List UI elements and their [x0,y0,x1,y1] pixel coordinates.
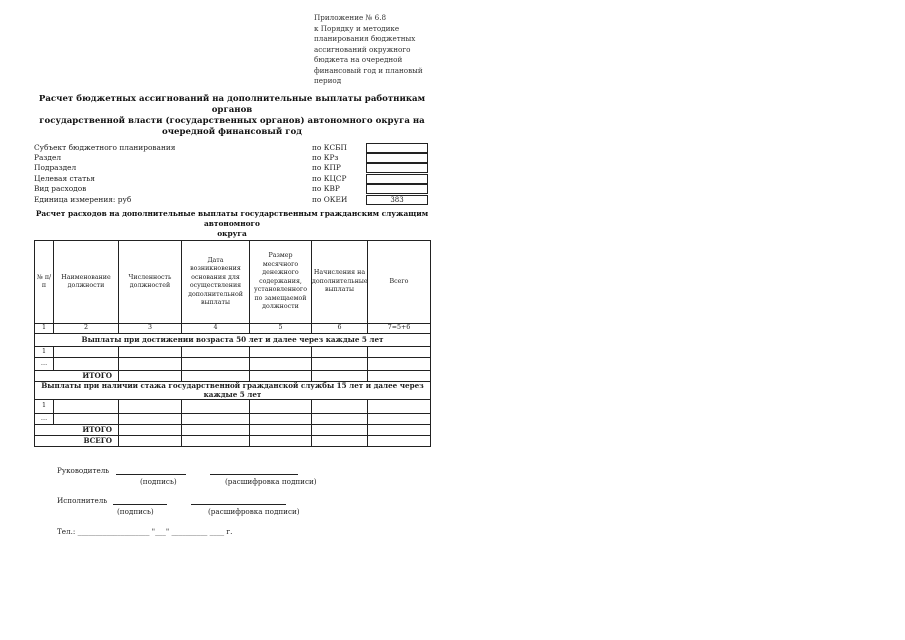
table-cell[interactable] [54,358,119,371]
column-number-row [35,324,431,334]
header-cell-date: Дата возникновения основания для осуществления дополнительной выплаты [182,241,250,324]
head-decode-caption: (расшифровка подписи) [225,477,317,486]
code-field-okei[interactable]: 383 [366,195,428,205]
column-number: 1 [35,324,54,334]
row-number: … [35,414,54,425]
table-cell[interactable] [312,436,368,447]
table-cell[interactable] [250,358,312,371]
header-cell-count: Численность должностей [119,241,182,324]
meta-code-okei: по ОКЕИ [312,195,348,204]
table-cell[interactable] [312,347,368,358]
meta-code-ksbp: по КСБП [312,143,347,152]
column-number: 3 [119,324,182,334]
meta-label-section: Раздел [34,153,62,162]
meta-code-kcsr: по КЦСР [312,174,347,183]
column-number: 4 [182,324,250,334]
meta-code-kpr: по КПР [312,163,341,172]
table-cell[interactable] [312,425,368,436]
appendix-line: финансовый год и плановый [314,65,423,75]
appendix-line: ассигнований окружного [314,44,411,54]
table-cell[interactable] [368,371,431,382]
executor-label: Исполнитель [57,496,108,505]
row-number: 1 [35,400,54,414]
subtitle-line: Расчет расходов на дополнительные выплаты государственным гражданским служащим автономного [35,209,429,228]
meta-label-subsection: Подраздел [34,163,77,172]
phone-date-line: Тел.: ____________________ "___" __________ ____ г. [57,527,233,536]
subtotal-label: ИТОГО [35,425,119,436]
executor-decode-line[interactable] [191,504,286,505]
header-cell-accruals: Начисления на дополнительные выплаты [312,241,368,324]
header-cell-salary: Размер месячного денежного содержания, установленного по замещаемой должности [250,241,312,324]
section-title-age: Выплаты при достижении возраста 50 лет и далее через каждые 5 лет [35,334,431,347]
table-cell[interactable] [368,425,431,436]
table-cell[interactable] [54,400,119,414]
appendix-line: период [314,76,342,85]
executor-decode-caption: (расшифровка подписи) [208,507,300,516]
row-number: … [35,358,54,371]
code-field-kcsr[interactable] [366,174,428,184]
column-number: 7=5+6 [368,324,431,334]
meta-label-unit: Единица измерения: руб [34,195,132,204]
table-cell[interactable] [119,436,182,447]
grand-total-row [35,436,431,447]
meta-code-kvr: по КВР [312,184,340,193]
title-line: государственной власти (государственных органов) автономного округа на [39,116,425,126]
table-cell[interactable] [54,414,119,425]
subtotal-label: ИТОГО [35,371,119,382]
table-row [35,347,431,358]
appendix-line: к Порядку и методике [314,23,400,33]
table-cell[interactable] [368,414,431,425]
table-cell[interactable] [312,400,368,414]
column-number: 6 [312,324,368,334]
section-title-experience: Выплаты при наличии стажа государственной гражданской службы 15 лет и далее через каждые 5 лет [35,382,431,400]
table-row [35,358,431,371]
head-signature-line[interactable] [116,474,186,475]
head-label: Руководитель [57,466,110,475]
table-cell[interactable] [182,425,250,436]
header-cell-total: Всего [368,241,431,324]
table-cell[interactable] [250,436,312,447]
table-row [35,400,431,414]
table-cell[interactable] [119,371,182,382]
table-cell[interactable] [182,436,250,447]
subtotal-row-age [35,371,431,382]
executor-signature-line[interactable] [113,504,167,505]
code-field-krz[interactable] [366,153,428,163]
table-cell[interactable] [312,414,368,425]
table-cell[interactable] [182,358,250,371]
table-cell[interactable] [182,400,250,414]
table-subtitle [34,209,430,239]
appendix-line: планирования бюджетных [314,34,416,43]
code-field-kpr[interactable] [366,163,428,173]
executor-signature-caption: (подпись) [117,507,154,516]
table-cell[interactable] [182,347,250,358]
table-cell[interactable] [250,414,312,425]
grand-total-label: ВСЕГО [35,436,119,447]
subtotal-row-experience [35,425,431,436]
table-cell[interactable] [312,358,368,371]
table-cell[interactable] [250,347,312,358]
table-cell[interactable] [182,371,250,382]
column-number: 2 [54,324,119,334]
document-title [34,94,430,138]
appendix-line: бюджета на очередной [314,55,403,64]
code-field-ksbp[interactable] [366,143,428,153]
table-cell[interactable] [250,371,312,382]
table-cell[interactable] [368,358,431,371]
header-cell-position: Наименование должности [54,241,119,324]
title-line: очередной финансовый год [162,127,302,137]
meta-label-subject: Субъект бюджетного планирования [34,143,176,152]
table-cell[interactable] [119,425,182,436]
table-cell[interactable] [54,347,119,358]
table-cell[interactable] [250,425,312,436]
calculation-table [34,240,431,447]
table-cell[interactable] [182,414,250,425]
meta-code-krz: по КРз [312,153,339,162]
table-cell[interactable] [368,436,431,447]
meta-label-target: Целевая статья [34,174,95,183]
code-field-kvr[interactable] [366,184,428,194]
header-row [35,241,431,324]
section-row-experience [35,382,431,400]
table-row [35,414,431,425]
table-cell[interactable] [312,371,368,382]
table-cell[interactable] [119,347,182,358]
head-decode-line[interactable] [210,474,298,475]
section-row-age [35,334,431,347]
table-cell[interactable] [368,400,431,414]
column-number: 5 [250,324,312,334]
table-cell[interactable] [119,414,182,425]
title-line: Расчет бюджетных ассигнований на дополнительные выплаты работникам органов [38,94,426,115]
head-signature-caption: (подпись) [140,477,177,486]
table-cell[interactable] [368,347,431,358]
row-number: 1 [35,347,54,358]
table-cell[interactable] [119,358,182,371]
appendix-note [314,13,434,87]
table-cell[interactable] [250,400,312,414]
table-cell[interactable] [119,400,182,414]
appendix-line: Приложение № 6.8 [314,13,387,22]
header-cell-number: № п/п [35,241,54,324]
meta-label-expense-type: Вид расходов [34,184,87,193]
subtitle-line: округа [217,229,247,238]
